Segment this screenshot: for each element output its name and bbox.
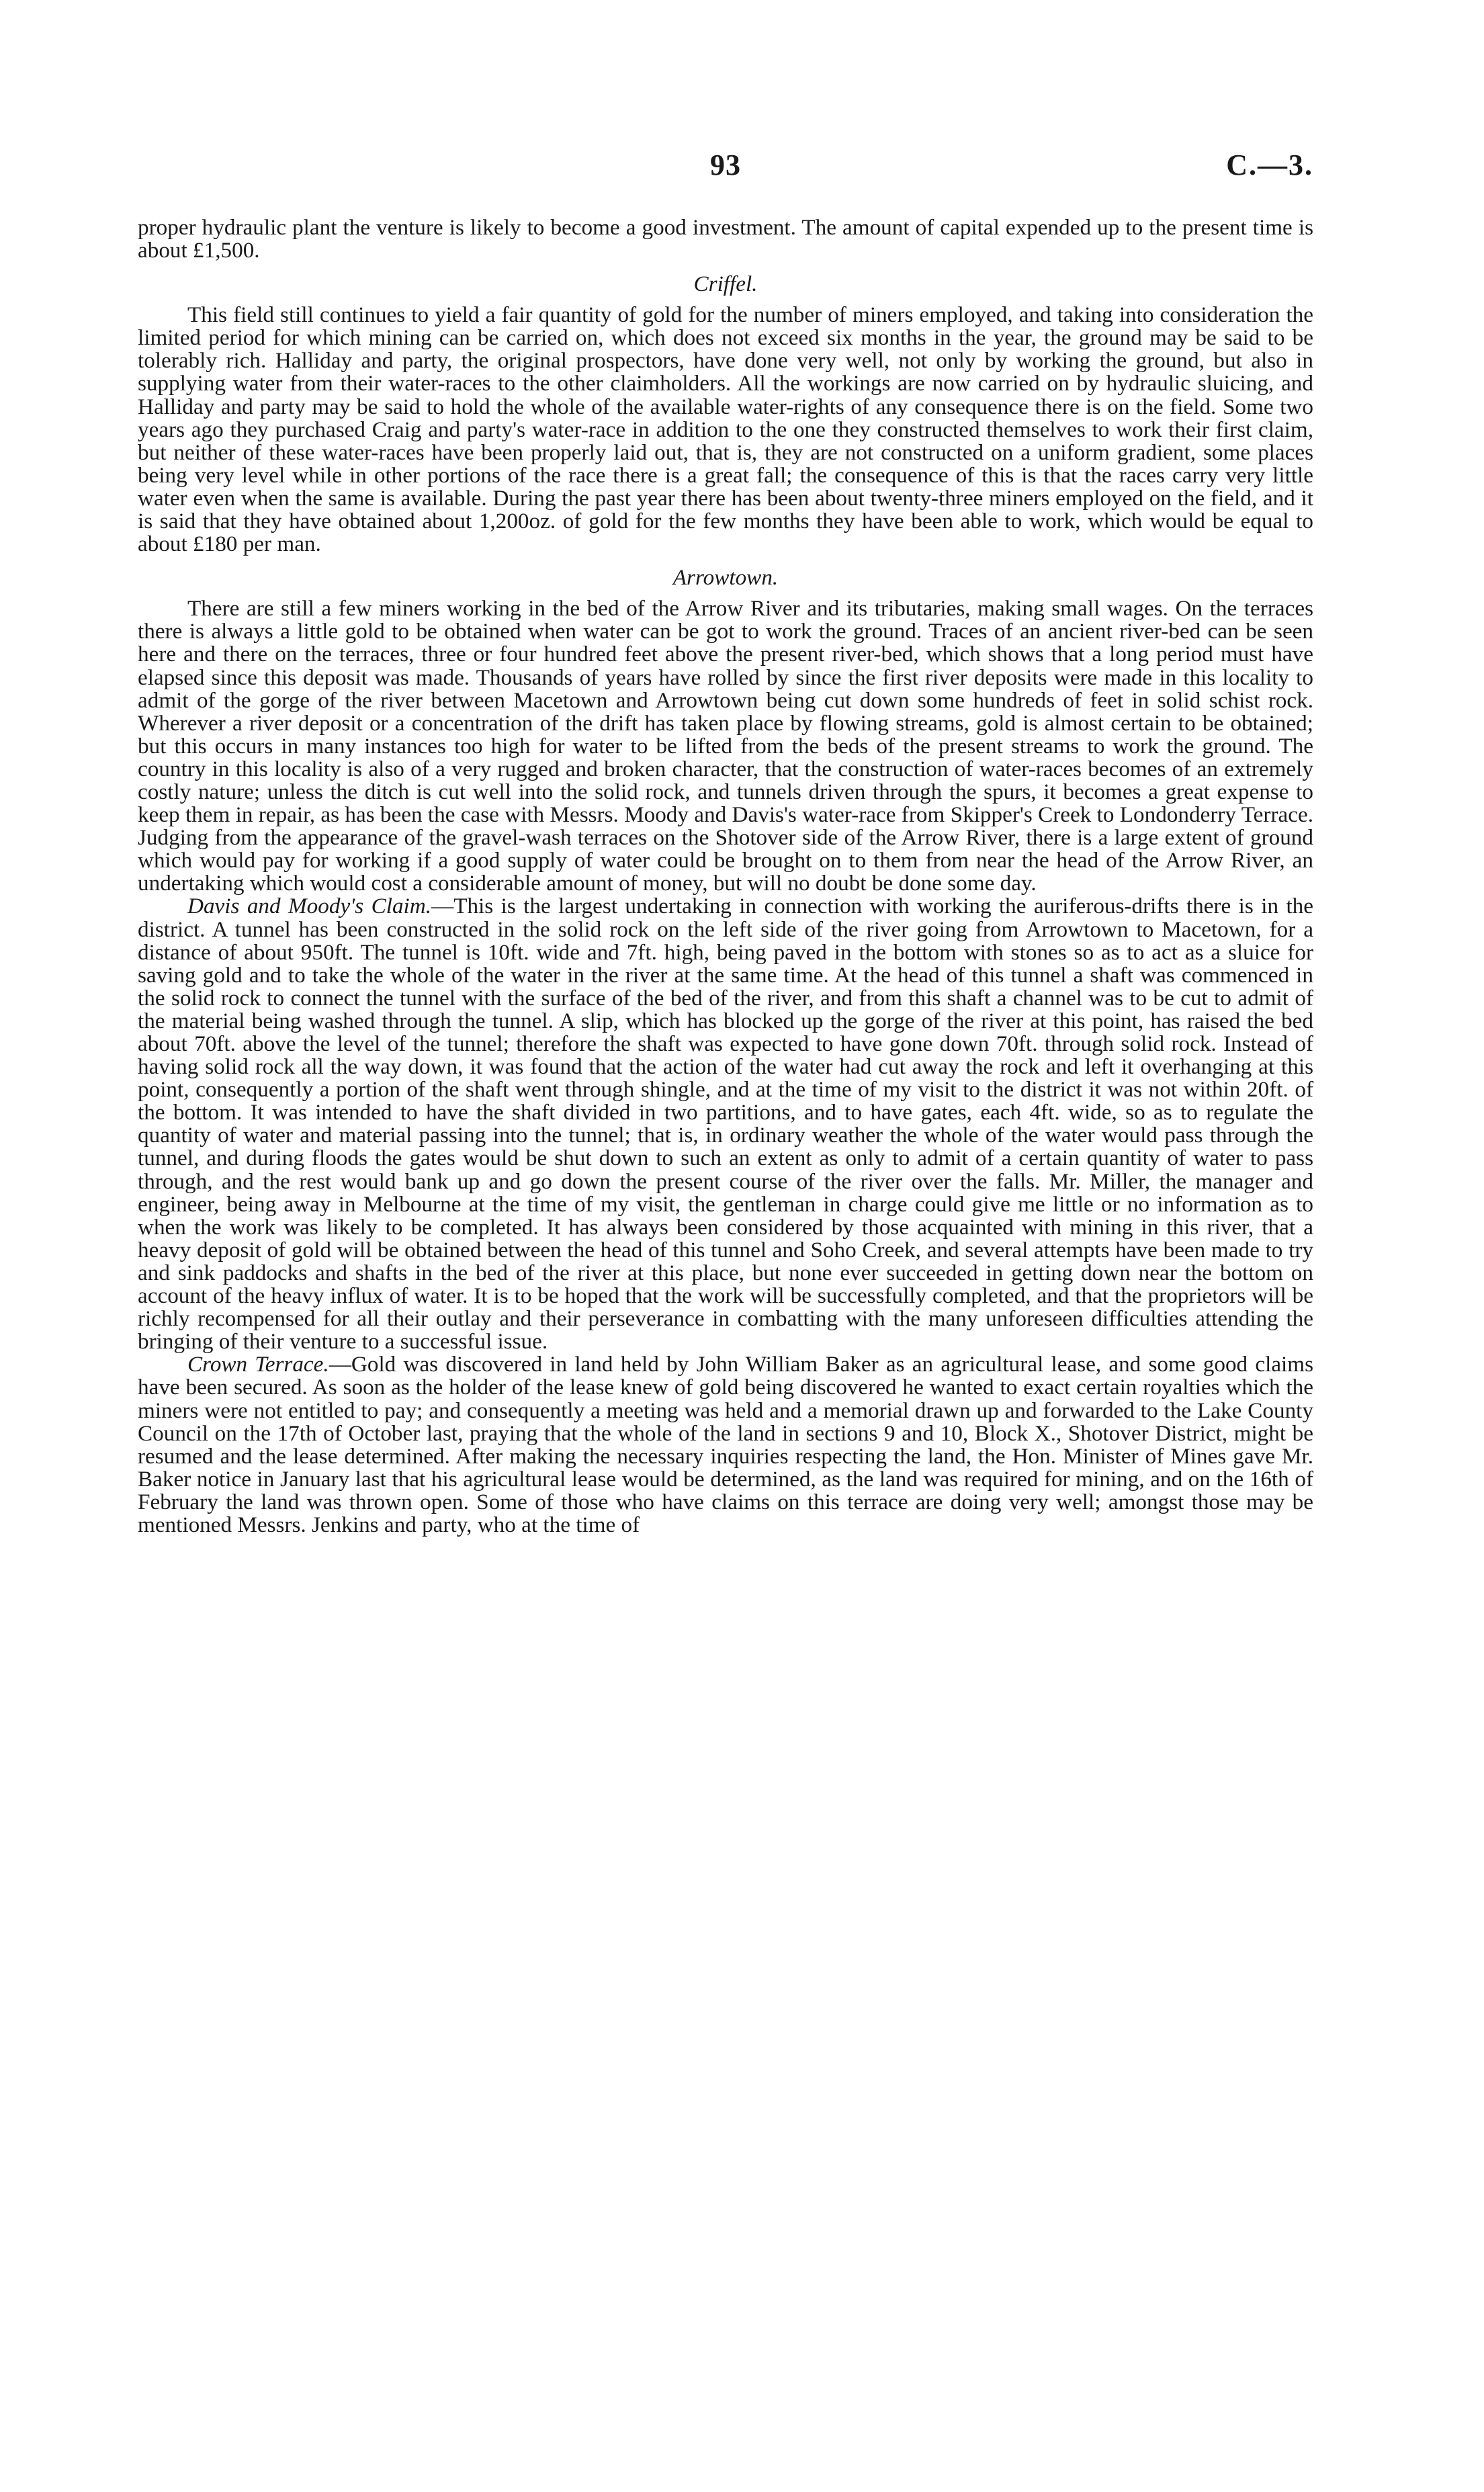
document-reference: C.—3. <box>1226 148 1313 181</box>
body-text <box>138 216 1313 1537</box>
section-heading-arrowtown: Arrowtown. <box>672 565 779 591</box>
davis-moody-text: —This is the largest undertaking in connection with working the auriferous-drifts there is in the district. A tunnel has been constructed in the solid rock on the left side of the river going from Arrowtown to Macetown, for a distance of about 950ft. The tunnel is 10ft. wide and 7ft. high, being paved in the bottom with stones so as to act as a sluice for saving gold and to take the whole of the water in the river at the same time. At the head of this tunnel a shaft was commenced in the solid rock to connect the tunnel with the surface of the bed of the river, and from this shaft a channel was to be cut to admit of the material being washed through the tunnel. A slip, which has blocked up the gorge of the river at this point, has raised the bed about 70ft. above the level of the tunnel; therefore the shaft was expected to have gone down 70ft. through solid rock. Instead of having solid rock all the way down, it was found that the action of the water had cut away the rock and left it overhanging at this point, consequently a portion of the shaft went through shingle, and at the time of my visit to the district it was not within 20ft. of the bottom. It was intended to have the shaft divided in two partitions, and to have gates, each 4ft. wide, so as to regulate the quantity of water and material passing into the tunnel; that is, in ordinary weather the whole of the water would pass through the tunnel, and during floods the gates would be shut down to such an extent as only to admit of a certain quantity of water to pass through, and the rest would bank up and go down the present course of the river over the falls. Mr. Miller, the manager and engineer, being away in Melbourne at the time of my visit, the gentleman in charge could give me little or no information as to when the work was likely to be completed. It has always been considered by those acquainted with mining in this river, that a heavy deposit of gold will be obtained between the head of this tunnel and Soho Creek, and several attempts have been made to try and sink paddocks and shafts in the bed of the river at this place, but none ever succeeded in getting down near the bottom on account of the heavy influx of water. It is to be hoped that the work will be successfully completed, and that the proprietors will be richly recompensed for all their outlay and their perseverance in combatting with the many unforeseen difficulties attending the bringing of their venture to a successful issue. <box>138 894 1313 1355</box>
crown-terrace-paragraph <box>138 1353 1313 1537</box>
davis-moody-title: Davis and Moody's Claim. <box>187 894 432 919</box>
intro-paragraph: proper hydraulic plant the venture is likely to become a good investment. The amount of capital expended up to the present time is about £1,500. <box>138 215 1313 263</box>
page-header <box>138 148 1313 188</box>
section-heading-criffel: Criffel. <box>693 271 758 297</box>
page-number: 93 <box>710 148 741 181</box>
crown-terrace-text: —Gold was discovered in land held by John William Baker as an agricultural lease, and some good claims have been secured. As soon as the holder of the lease knew of gold being discovered he wanted to exact certain royalties which the miners were not entitled to pay; and consequently a meeting was held and a memorial drawn up and forwarded to the Lake County Council on the 17th of October last, praying that the whole of the land in sections 9 and 10, Block X., Shotover District, might be resumed and the lease determined. After making the necessary inquiries respecting the land, the Hon. Minister of Mines gave Mr. Baker notice in January last that his agricultural lease would be determined, as the land was required for mining, and on the 16th of February the land was thrown open. Some of those who have claims on this terrace are doing very well; amongst those may be mentioned Messrs. Jenkins and party, who at the time of <box>138 1352 1314 1537</box>
crown-terrace-title: Crown Terrace. <box>187 1352 329 1377</box>
arrowtown-paragraph: There are still a few miners working in the bed of the Arrow River and its tributaries, making small wages. On the terraces there is always a little gold to be obtained when water can be got to work the ground. Traces of an ancient river-bed can be seen here and there on the terraces, three or four hundred feet above the present river-bed, which shows that a long period must have elapsed since this deposit was made. Thousands of years have rolled by since the first river deposits were made in this locality to admit of the gorge of the river between Macetown and Arrowtown being cut down some hundreds of feet in solid schist rock. Wherever a river deposit or a concentration of the drift has taken place by flowing streams, gold is almost certain to be obtained; but this occurs in many instances too high for water to be lifted from the beds of the present streams to work the ground. The country in this locality is also of a very rugged and broken character, that the construction of water-races becomes of an extremely costly nature; unless the ditch is cut well into the solid rock, and tunnels driven through the spurs, it becomes a great expense to keep them in repair, as has been the case with Messrs. Moody and Davis's water-race from Skipper's Creek to Londonderry Terrace. Judging from the appearance of the gravel-wash terraces on the Shotover side of the Arrow River, there is a large extent of ground which would pay for working if a good supply of water could be brought on to them from near the head of the Arrow River, an undertaking which would cost a considerable amount of money, but will no doubt be done some day. <box>138 596 1313 896</box>
davis-moody-paragraph <box>138 895 1313 1353</box>
criffel-paragraph: This field still continues to yield a fair quantity of gold for the number of miners employed, and taking into consideration the limited period for which mining can be carried on, which does not exceed six months in the year, the ground may be said to be tolerably rich. Halliday and party, the original prospectors, have done very well, not only by working the ground, but also in supplying water from their water-races to the other claimholders. All the workings are now carried on by hydraulic sluicing, and Halliday and party may be said to hold the whole of the available water-rights of any consequence there is on the field. Some two years ago they purchased Craig and party's water-race in addition to the one they constructed themselves to work their first claim, but neither of these water-races have been properly laid out, that is, they are not constructed on a uniform gradient, some places being very level while in other portions of the race there is a great fall; the consequence of this is that the races carry very little water even when the same is available. During the past year there has been about twenty-three miners employed on the field, and it is said that they have obtained about 1,200oz. of gold for the few months they have been able to work, which would be equal to about £180 per man. <box>138 302 1313 557</box>
